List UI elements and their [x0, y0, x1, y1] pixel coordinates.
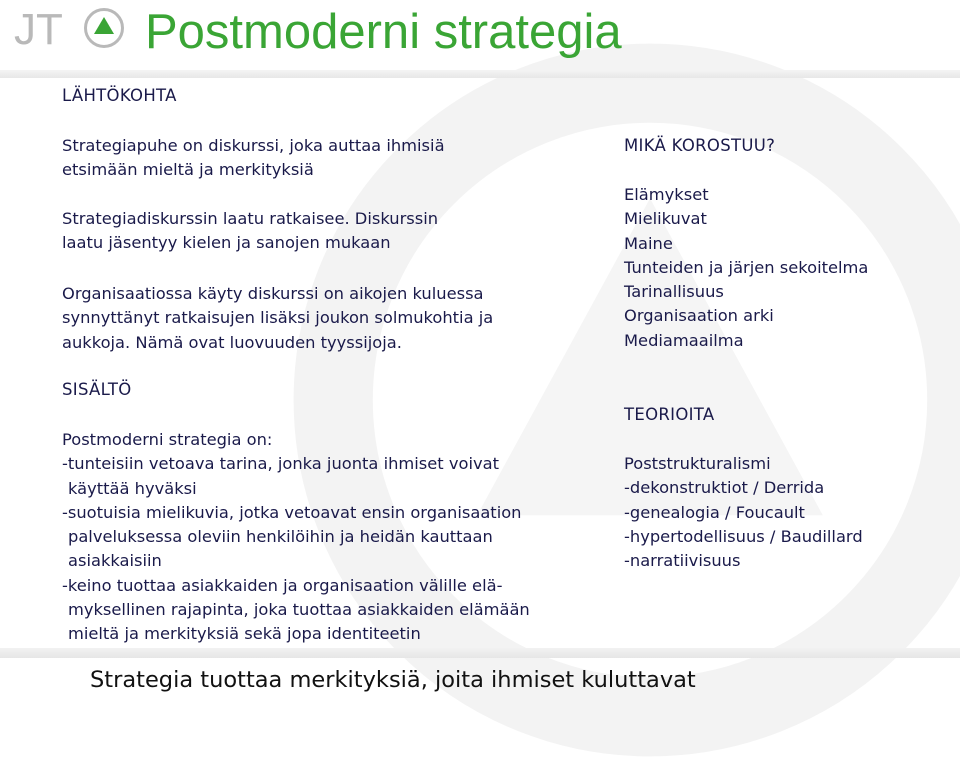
footer-statement: Strategia tuottaa merkityksiä, joita ihmiset kuluttavat — [90, 667, 696, 693]
list-item: -genealogia / Foucault — [624, 502, 805, 522]
text-line: synnyttänyt ratkaisujen lisäksi joukon solmukohtia ja — [62, 308, 494, 328]
list-item: -hypertodellisuus / Baudillard — [624, 526, 863, 546]
page-title: Postmoderni strategia — [145, 5, 622, 59]
list-item-continued: asiakkaisiin — [68, 551, 162, 571]
korostuu-heading: MIKÄ KOROSTUU? — [624, 136, 776, 155]
list-item: Tarinallisuus — [624, 282, 724, 302]
lahtokohta-paragraph-1 — [62, 134, 445, 183]
korostuu-list — [624, 183, 868, 353]
list-item: Poststrukturalismi — [624, 454, 771, 473]
sisalto-intro: Postmoderni strategia on: — [62, 430, 273, 449]
company-logo — [14, 4, 129, 56]
sisalto-heading: SISÄLTÖ — [62, 380, 132, 399]
list-item-continued: käyttää hyväksi — [68, 478, 197, 498]
list-item: Tunteiden ja järjen sekoitelma — [624, 257, 869, 277]
teorioita-heading: TEORIOITA — [624, 405, 715, 424]
lahtokohta-paragraph-2 — [62, 207, 438, 256]
list-item: -dekonstruktiot / Derrida — [624, 478, 825, 498]
teorioita-list — [624, 452, 863, 573]
list-item: -narratiivisuus — [624, 551, 741, 571]
list-item: Elämykset — [624, 185, 709, 204]
title-divider — [0, 70, 960, 78]
sisalto-list — [62, 428, 530, 647]
lahtokohta-paragraph-3 — [62, 282, 493, 355]
text-line: Strategiapuhe on diskurssi, joka auttaa ihmisiä — [62, 136, 445, 155]
list-item: Maine — [624, 233, 673, 253]
list-item: Mediamaailma — [624, 330, 744, 350]
text-line: aukkoja. Nämä ovat luovuuden tyyssijoja. — [62, 332, 402, 352]
triangle-in-circle-icon — [86, 10, 123, 47]
list-item: -suotuisia mielikuvia, jotka vetoavat ensin organisaation — [62, 502, 522, 522]
text-line: Strategiadiskurssin laatu ratkaisee. Diskurssin — [62, 209, 439, 228]
text-line: laatu jäsentyy kielen ja sanojen mukaan — [62, 233, 391, 253]
lahtokohta-heading: LÄHTÖKOHTA — [62, 86, 177, 105]
list-item: -tunteisiin vetoava tarina, jonka juonta ihmiset voivat — [62, 454, 499, 474]
list-item: -keino tuottaa asiakkaiden ja organisaation välille elä- — [62, 575, 503, 595]
footer-divider — [0, 648, 960, 658]
text-line: etsimään mieltä ja merkityksiä — [62, 160, 314, 180]
text-line: Organisaatiossa käyty diskurssi on aikojen kuluessa — [62, 284, 484, 303]
list-item-continued: mieltä ja merkityksiä sekä jopa identiteetin — [68, 624, 421, 644]
list-item: Organisaation arki — [624, 306, 774, 326]
list-item-continued: palveluksessa oleviin henkilöihin ja heidän kauttaan — [68, 527, 493, 547]
list-item-continued: myksellinen rajapinta, joka tuottaa asiakkaiden elämään — [68, 600, 530, 620]
list-item: Mielikuvat — [624, 209, 707, 229]
logo-text: JT — [14, 5, 63, 52]
